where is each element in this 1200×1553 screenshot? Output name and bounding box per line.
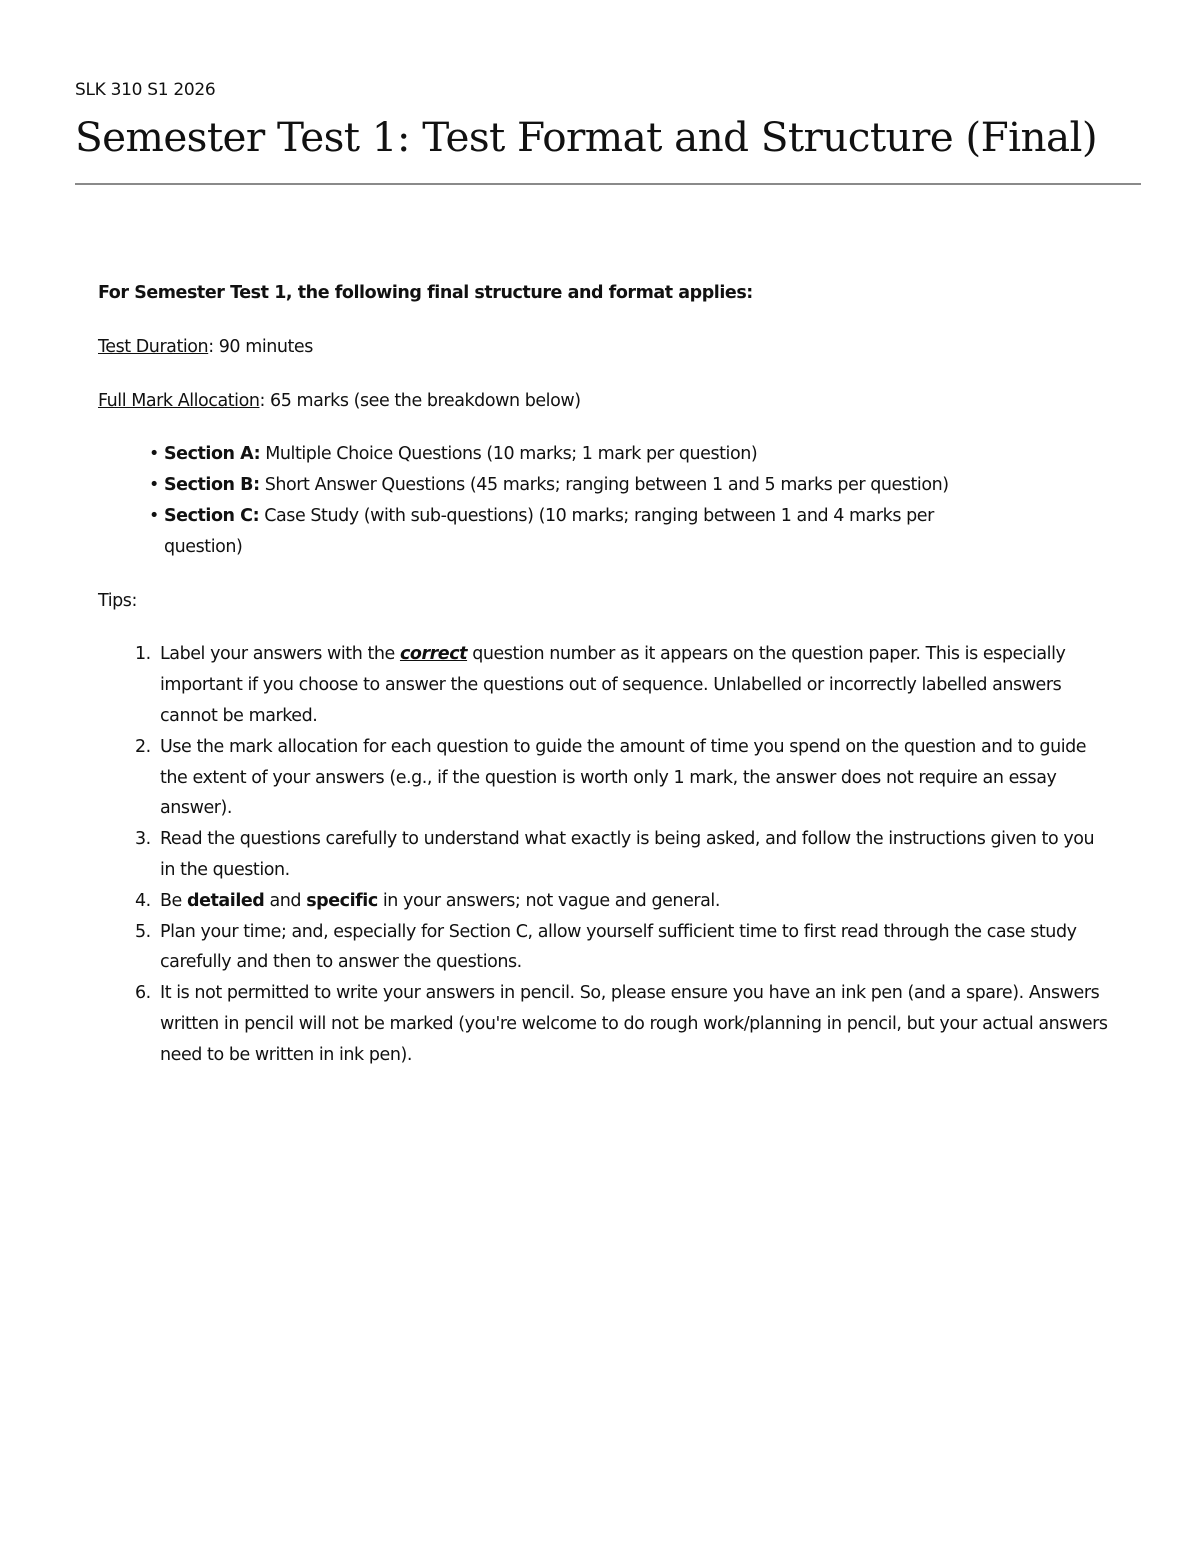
tip-text: Label your answers with the (160, 644, 400, 665)
intro-statement: For Semester Test 1, the following final structure and format applies: (98, 283, 753, 303)
section-item-b (149, 470, 984, 501)
tip-item-6 (135, 978, 1108, 1070)
tip-text: Read the questions carefully to understand what exactly is being asked, and follow the instructions given to you in the question. (160, 829, 1095, 880)
test-duration-value: : 90 minutes (208, 336, 313, 357)
tip-number: 5. (135, 921, 151, 942)
tip-number: 3. (135, 829, 151, 850)
page-title: Semester Test 1: Test Format and Structure (Final) (75, 113, 1098, 161)
course-code: SLK 310 S1 2026 (75, 80, 216, 100)
tip-emphasis: detailed (187, 890, 265, 911)
section-text: Multiple Choice Questions (10 marks; 1 mark per question) (260, 444, 758, 465)
tip-number: 1. (135, 644, 151, 665)
tip-text: question number as it appears on the question paper. This is especially important if you choose to answer the questions out of sequence. Unlabelled or incorrectly labelled answers cannot be marked. (160, 644, 1066, 726)
tip-number: 6. (135, 983, 151, 1004)
test-duration (98, 332, 1108, 363)
section-label: Section A: (164, 444, 261, 465)
tip-item-1 (135, 639, 1108, 731)
section-label: Section B: (164, 475, 260, 496)
bullet-icon: • (149, 505, 159, 526)
tip-text: and (264, 890, 307, 911)
bullet-icon: • (149, 475, 159, 496)
tip-number: 4. (135, 890, 151, 911)
mark-allocation-value: : 65 marks (see the breakdown below) (259, 390, 581, 411)
section-item-c (149, 501, 984, 563)
section-list (98, 439, 984, 562)
title-divider (75, 183, 1141, 185)
tips-list (98, 639, 1108, 1070)
tip-text: Plan your time; and, especially for Section C, allow yourself sufficient time to first read through the case study carefully and then to answer the questions. (160, 921, 1077, 973)
test-duration-label: Test Duration (98, 336, 209, 357)
tip-item-5 (135, 917, 1108, 979)
tip-item-2 (135, 732, 1108, 824)
tip-number: 2. (135, 736, 151, 757)
tip-emphasis: specific (306, 890, 378, 911)
tip-text: in your answers; not vague and general. (377, 890, 720, 911)
tip-text: It is not permitted to write your answers in pencil. So, please ensure you have an ink pen (and a spare). Answers written in pencil will not be marked (you're welcome to do rough work/planning in pencil, but your actual answers need to be written in ink pen). (160, 983, 1108, 1065)
tip-text: Use the mark allocation for each question to guide the amount of time you spend on the question and to guide the extent of your answers (e.g., if the question is worth only 1 mark, the answer does not require an essay answer). (160, 736, 1087, 819)
tip-item-4 (135, 886, 1108, 917)
tip-emphasis: correct (399, 644, 468, 665)
tips-heading: Tips: (98, 590, 137, 611)
mark-allocation (98, 386, 1108, 417)
section-text: Case Study (with sub-questions) (10 marks; ranging between 1 and 4 marks per question) (164, 505, 934, 557)
tip-text: Be (160, 890, 187, 911)
document-body (98, 278, 1108, 1071)
tip-item-3 (135, 824, 1108, 886)
section-label: Section C: (164, 505, 260, 526)
mark-allocation-label: Full Mark Allocation (98, 390, 260, 411)
bullet-icon: • (149, 444, 159, 465)
section-item-a (149, 439, 984, 470)
section-text: Short Answer Questions (45 marks; ranging between 1 and 5 marks per question) (259, 475, 949, 496)
